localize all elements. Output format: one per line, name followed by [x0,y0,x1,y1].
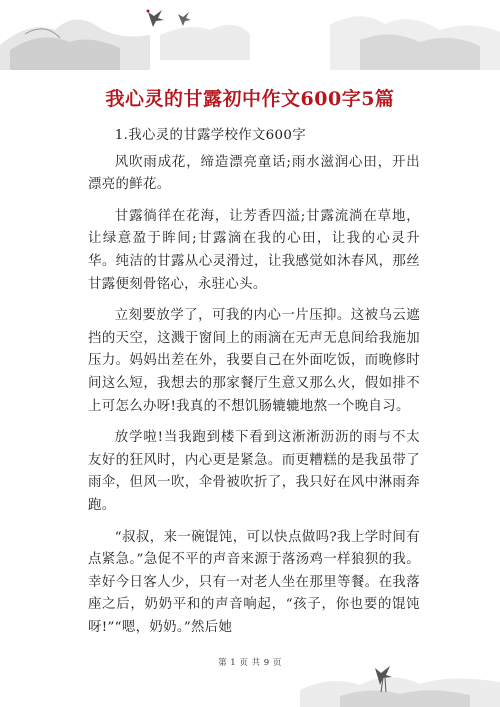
section-heading: 1.我心灵的甘露学校作文600字 [114,128,307,143]
ink-landscape-footer-decoration [300,640,500,707]
paragraph: 风吹雨成花，缔造漂亮童话;雨水滋润心田，开出漂亮的鲜花。 [88,154,420,193]
crane-icon [178,12,191,26]
document-body [88,125,420,648]
page-number: 第 1 页 共 9 页 [218,658,282,668]
paragraph: 甘露徜徉在花海，让芳香四溢;甘露流淌在草地，让绿意盈于眸间;甘露滴在我的心田，让我的心灵升华。纯洁的甘露从心灵滑过，让我感觉如沐春风，那丝甘露便刻骨铭心，永驻心头。 [88,208,420,292]
ink-landscape-header-decoration [0,0,500,70]
paragraph: “叔叔，来一碗馄饨，可以快点做吗?我上学时间有点紧急。”急促不平的声音来源于落汤鸡一样狼狈的我。幸好今日客人少，只有一对老人坐在那里等餐。在我落座之后，奶奶平和的声音响起，“孩子，你也要的馄饨呀!”“嗯，奶奶。”然后她 [88,529,420,635]
paragraph: 立刻要放学了，可我的内心一片压抑。这被乌云遮挡的天空，这溅于窗间上的雨滴在无声无息间给我施加压力。妈妈出差在外，我要自己在外面吃饭，而晚修时间这么短，我想去的那家餐厅生意又那么火，假如排不上可怎么办呀!我真的不想饥肠辘辘地熬一个晚自习。 [88,308,420,414]
crane-icon [147,10,165,28]
paragraph: 放学啦!当我跑到楼下看到这淅淅沥沥的雨与不太友好的狂风时，内心更是紧急。而更糟糕的是我虽带了雨伞，但风一吹，伞骨被吹折了，我只好在风中淋雨奔跑。 [88,430,420,513]
document-title: 我心灵的甘露初中作文600字5篇 [105,88,395,110]
